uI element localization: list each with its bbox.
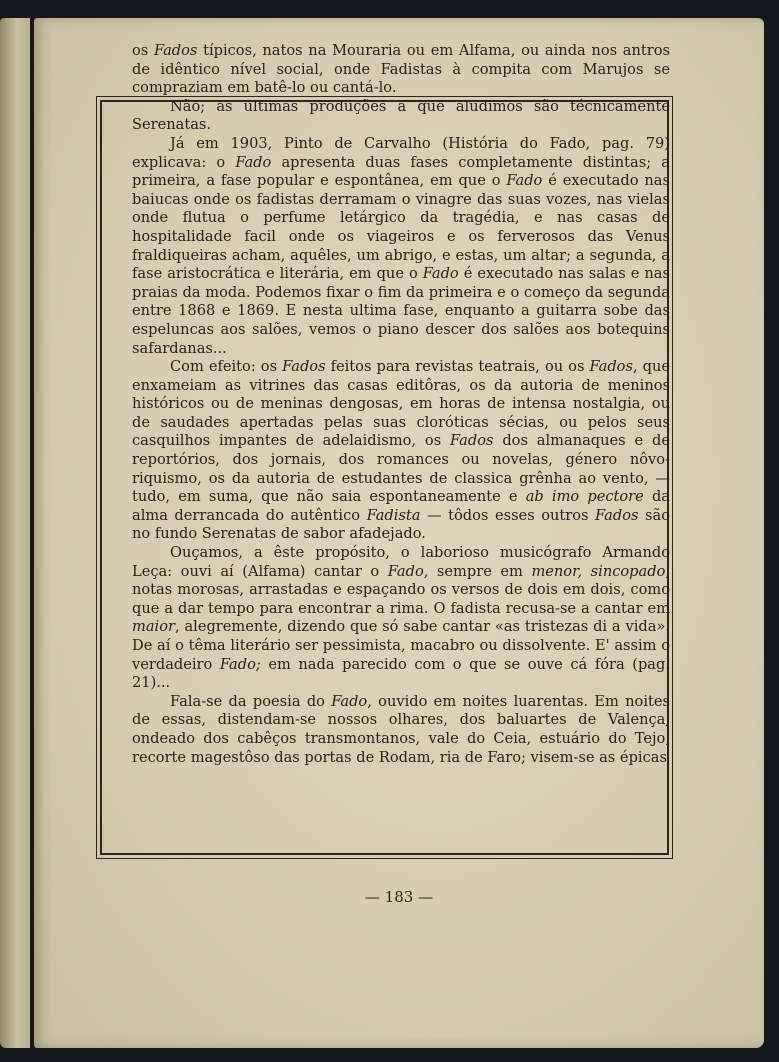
italic-run: Fado xyxy=(422,265,459,283)
text-run: Fala-se da poesia do xyxy=(170,692,332,710)
text-run: dos almanaques e de reportórios, dos jornais, dos romances ou novelas, género nôvo-riquismo, os da autoria de estudantes de classica grênha ao vento, — tudo, em suma, que não saia espontaneamente e xyxy=(132,432,670,506)
italic-run: Fado xyxy=(331,692,368,710)
italic-run: Fado; xyxy=(219,655,261,673)
paragraph xyxy=(132,358,670,544)
text-run: Com efeito: os xyxy=(170,358,283,376)
italic-run: Fados xyxy=(589,358,633,376)
italic-run: Fados xyxy=(153,42,198,59)
text-run: apresenta duas fases completamente distintas; a primeira, a fase popular e espontânea, em que o xyxy=(132,153,670,190)
previous-page-edge xyxy=(0,18,30,1048)
text-run: da alma derrancada do autêntico xyxy=(132,488,670,524)
paragraph xyxy=(132,42,670,98)
italic-run: Fado xyxy=(235,153,272,171)
italic-run: Fados xyxy=(282,358,326,376)
book-page xyxy=(34,18,764,1048)
text-run: , sempre em xyxy=(423,562,532,580)
text-run: feitos para revistas teatrais, ou os xyxy=(325,358,590,376)
page-number: — 183 — xyxy=(364,888,434,906)
paragraph xyxy=(132,98,670,135)
text-run: , alegremente, dizendo que só sabe cantar «as tristezas di a vida». De aí o têma literário ser pessimista, macabro ou dissolvente. E' assim o verdadeiro xyxy=(132,618,670,673)
text-run: — tôdos esses outros xyxy=(420,506,596,524)
text-run: é executado nas baiucas onde os fadistas derramam o vinagre das suas vozes, nas vielas onde flutua o perfume letárgico da tragédia, e nas casas de hospitalidade facil onde os viageiros e os ferverosos das Venus fraldiqueiras acham, aquêles, um abrigo, e estas, um altar; a segunda, a fase aristocrática e literária, em que o xyxy=(132,172,670,283)
text-run: são no fundo Serenatas de sabor afadejado. xyxy=(132,506,671,543)
italic-run: maior xyxy=(132,618,175,636)
text-run: Já em 1903, Pinto de Carvalho (História do Fado, pag. 79) explicava: o xyxy=(132,134,670,171)
italic-run: Fados xyxy=(450,432,494,450)
text-run: , notas morosas, arrastadas e espaçando os versos de dois em dois, como que a dar tempo para encontrar a rima. O fadista recusa-se a cantar em xyxy=(132,562,670,617)
italic-run: Fadista xyxy=(366,506,421,524)
italic-run: ab imo pectore xyxy=(525,488,644,506)
body-text xyxy=(132,42,670,767)
text-run: os xyxy=(132,42,154,59)
paragraph xyxy=(132,693,670,767)
italic-run: Fados xyxy=(595,506,639,524)
italic-run: Fado xyxy=(506,172,543,190)
italic-run: Fado xyxy=(387,562,424,580)
paragraph xyxy=(132,544,670,693)
text-run: é executado nas salas e nas praias da moda. Podemos fixar o fim da primeira e o começo da segunda entre 1868 e 1869. E nesta ultima fase, enquanto a guitarra sobe das espeluncas aos salões, vemos o piano descer dos salões aos botequins safardanas... xyxy=(132,265,670,357)
paragraph xyxy=(132,135,670,358)
text-run: Ouçamos, a êste propósito, o laborioso musicógrafo Armando Leça: ouvi aí (Alfama) cantar o xyxy=(132,544,670,580)
italic-run: menor, sincopado xyxy=(531,562,666,580)
text-run: em nada parecido com o que se ouve cá fóra (pag. 21)... xyxy=(132,655,670,692)
text-run: Não; as ultimas produções a que aludimos são técnicamente Serenatas. xyxy=(132,97,670,134)
text-run: típicos, natos na Mouraria ou em Alfama, ou ainda nos antros de idêntico nível social, onde Fadistas à compita com Marujos se compraziam em batê-lo ou cantá-lo. xyxy=(132,42,670,97)
text-run: , ouvido em noites luarentas. Em noites de essas, distendam-se nossos olhares, dos baluartes de Valença, ondeado dos cabêços transmontanos, vale do Ceia, estuário do Tejo, recorte magestôso das portas de Rodam, ria de Faro; visem-se as épicas xyxy=(132,692,670,766)
text-run: , que enxameiam as vitrines das casas editôras, os da autoria de meninos históricos ou de meninas dengosas, em horas de intensa nostalgia, ou de saudades apertadas pelas suas cloróticas sécias, ou pelos seus casquilhos impantes de adelaidismo, os xyxy=(132,358,670,450)
